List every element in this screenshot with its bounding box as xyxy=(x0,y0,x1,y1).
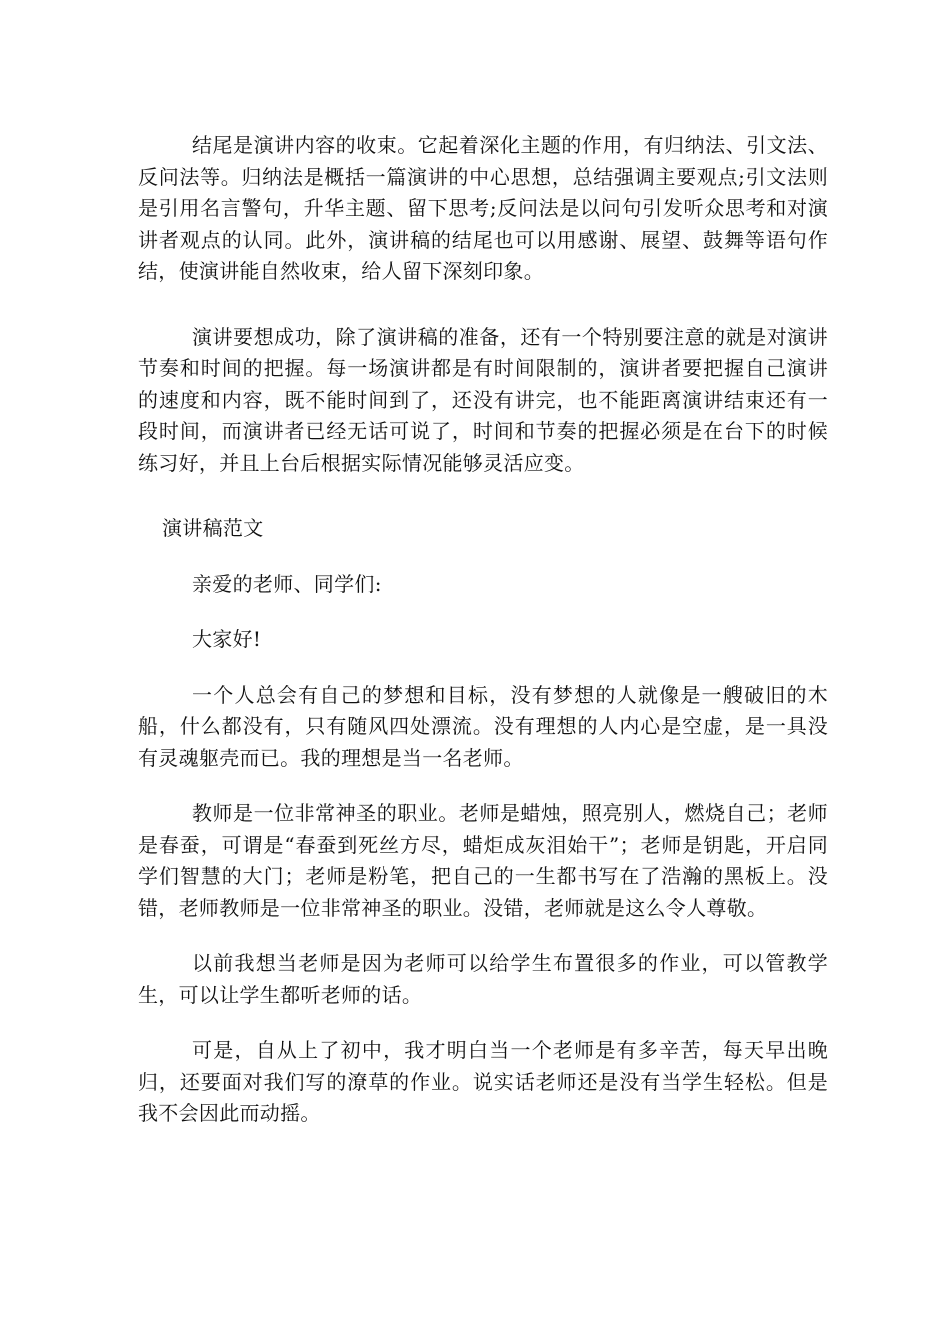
paragraph-junior-high: 可是，自从上了初中，我才明白当一个老师是有多辛苦，每天早出晚归，还要面对我们写的潦草的作业。说实话老师还是没有当学生轻松。但是我不会因此而动摇。 xyxy=(138,1038,828,1125)
paragraph-timing: 演讲要想成功，除了演讲稿的准备，还有一个特别要注意的就是对演讲节奏和时间的把握。每一场演讲都是有时间限制的，演讲者要把握自己演讲的速度和内容，既不能时间到了，还没有讲完，也不能距离演讲结束还有一段时间，而演讲者已经无话可说了，时间和节奏的把握必须是在台下的时候练习好，并且上台后根据实际情况能够灵活应变。 xyxy=(138,324,828,475)
section-heading: 演讲稿范文 xyxy=(162,516,264,540)
paragraph-dream: 一个人总会有自己的梦想和目标，没有梦想的人就像是一艘破旧的木船，什么都没有，只有随风四处漂流。没有理想的人内心是空虚，是一具没有灵魂躯壳而已。我的理想是当一名老师。 xyxy=(138,682,828,770)
greeting: 大家好! xyxy=(192,627,262,651)
paragraph-past-reason: 以前我想当老师是因为老师可以给学生布置很多的作业，可以管教学生，可以让学生都听老师的话。 xyxy=(138,951,828,1007)
salutation: 亲爱的老师、同学们: xyxy=(192,571,382,596)
paragraph-teacher-profession: 教师是一位非常神圣的职业。老师是蜡烛，照亮别人，燃烧自己；老师是春蚕，可谓是“春蚕到死丝方尽，蜡炬成灰泪始干”；老师是钥匙，开启同学们智慧的大门；老师是粉笔，把自己的一生都书写在了浩瀚的黑板上。没错，老师教师是一位非常神圣的职业。没错，老师就是这么令人尊敬。 xyxy=(138,801,828,920)
paragraph-speech-ending: 结尾是演讲内容的收束。它起着深化主题的作用，有归纳法、引文法、反问法等。归纳法是概括一篇演讲的中心思想，总结强调主要观点;引文法则是引用名言警句，升华主题、留下思考;反问法是以问句引发听众思考和对演讲者观点的认同。此外，演讲稿的结尾也可以用感谢、展望、鼓舞等语句作结，使演讲能自然收束，给人留下深刻印象。 xyxy=(138,133,828,283)
document-body xyxy=(138,130,828,1130)
